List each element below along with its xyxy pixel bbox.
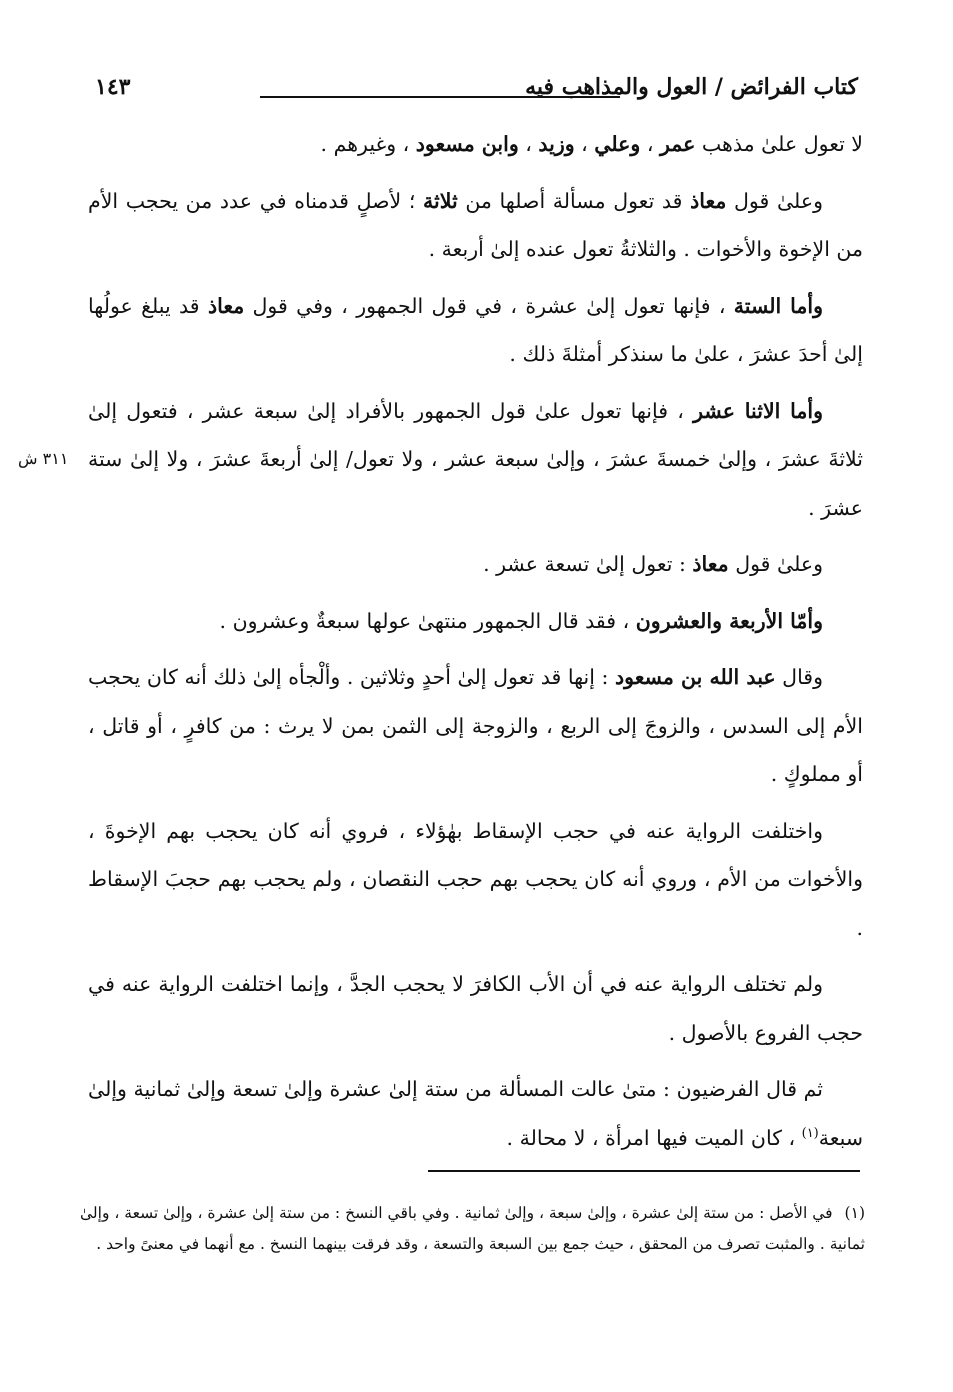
- running-header: [95, 74, 858, 114]
- text-run: وقال: [775, 665, 824, 689]
- text-run: وعلىٰ قول: [728, 552, 823, 576]
- text-run: ، وغيرهم .: [320, 132, 416, 156]
- bold-name: وأما الستة: [733, 293, 823, 318]
- text-run: : إنها قد تعول إلىٰ أحدٍ وثلاثين . وألْجأه إلىٰ ذلك أنه كان يحجب الأم إلى السدس ، والزوجَ إلى الربع ، والزوجة إلى الثمن بمن لا يرث : من كافرٍ ، أو قاتل ، أو مملوكٍ .: [88, 665, 863, 786]
- text-run: ، فإنها تعول علىٰ قول الجمهور بالأفراد إلىٰ سبعة عشر ، فتعول إلىٰ ثلاثةَ عشرَ ، وإلىٰ خمسةَ عشرَ ، وإلىٰ سبعة عشر ، ولا تعول/ إلىٰ أربعةَ عشرَ ، ولا إلىٰ ستة عشرَ .: [88, 398, 863, 520]
- footnote-ref: (١): [801, 1125, 819, 1141]
- bold-name: عبد الله بن مسعود: [614, 665, 776, 689]
- paragraph: [88, 540, 863, 589]
- margin-manuscript-note: ٣١١ ش: [18, 449, 69, 468]
- text-run: ،: [574, 132, 595, 156]
- bold-name: وأمّا الأربعة والعشرون: [635, 608, 823, 633]
- footnote-separator: [428, 1170, 860, 1172]
- text-run: : تعول إلىٰ تسعة عشر .: [483, 552, 693, 576]
- paragraph: [88, 282, 863, 379]
- text-run: ، فقد قال الجمهور منتهىٰ عولها سبعةٌ وعشرون .: [219, 608, 636, 633]
- paragraph: [88, 653, 863, 799]
- text-run: ولم تختلف الرواية عنه في أن الأب الكافرَ لا يحجب الجدَّ ، وإنما اختلفت الرواية عنه في حجب الفروع بالأصول .: [88, 972, 863, 1045]
- page-number: ١٤٣: [95, 74, 131, 100]
- text-run: ؛ لأصلٍ قدمناه في عدد من يحجب الأم من الإخوة والأخوات . والثلاثةُ تعول عنده إلىٰ أربعة .: [88, 188, 863, 261]
- text-run: ، فإنها تعول إلىٰ عشرة ، في قول الجمهور ، وفي قول: [244, 293, 734, 318]
- text-run: لا تعول علىٰ مذهب: [695, 132, 863, 156]
- header-title: كتاب الفرائض / العول والمذاهب فيه: [525, 74, 858, 100]
- paragraph: [88, 960, 863, 1057]
- text-run: ،: [640, 132, 660, 156]
- text-run: ،: [518, 132, 539, 156]
- bold-name: وعلي: [594, 132, 641, 156]
- footnote-text: في الأصل : من ستة إلىٰ عشرة ، وإلىٰ سبعة ، وإلىٰ ثمانية . وفي باقي النسخ : من ستة إلىٰ عشرة ، وإلىٰ تسعة ، وإلىٰ ثمانية . والمثبت تصرف من المحقق ، حيث جمع بين السبعة والتسعة ، وقد فرقت بينهما النسخ . مع أنهما في معنىً واحد .: [80, 1204, 865, 1253]
- paragraph: [88, 1065, 863, 1162]
- text-run: ثم قال الفرضيون : متىٰ عالت المسألة من ستة إلىٰ عشرة وإلىٰ تسعة وإلىٰ ثمانية وإلىٰ سبعة: [88, 1077, 863, 1150]
- bold-name: وزيد: [538, 132, 575, 156]
- text-run: قد تعول مسألة أصلها من: [457, 188, 691, 213]
- paragraph: [88, 120, 863, 169]
- text-run: قد يبلغ عولُها إلىٰ أحدَ عشرَ ، علىٰ ما سنذكر أمثلةَ ذلك .: [88, 293, 863, 366]
- text-run: ، كان الميت فيها امرأة ، لا محالة .: [506, 1125, 802, 1150]
- footnote: [80, 1198, 865, 1260]
- bold-name: معاذ: [207, 293, 245, 318]
- paragraph: [88, 807, 863, 953]
- bold-name: عمر: [659, 132, 696, 156]
- paragraph: [88, 177, 863, 274]
- bold-name: معاذ: [692, 552, 729, 576]
- bold-name: وأما الاثنا عشر: [693, 398, 823, 423]
- main-text: [88, 120, 863, 1170]
- paragraph: [88, 387, 863, 533]
- bold-name: وابن مسعود: [415, 132, 519, 156]
- header-rule: [260, 96, 620, 98]
- text-run: وعلىٰ قول: [726, 188, 823, 213]
- footnote-number: (١): [844, 1204, 865, 1222]
- paragraph: [88, 597, 863, 646]
- bold-name: معاذ: [690, 188, 727, 213]
- text-run: واختلفت الرواية عنه في حجب الإسقاط بهٰؤلاء ، فروي أنه كان يحجب بهم الإخوةَ ، والأخوات من الأم ، وروي أنه كان يحجب بهم حجب النقصان ، ولم يحجب بهم حجبَ الإسقاط .: [88, 818, 863, 940]
- bold-name: ثلاثة: [423, 188, 458, 213]
